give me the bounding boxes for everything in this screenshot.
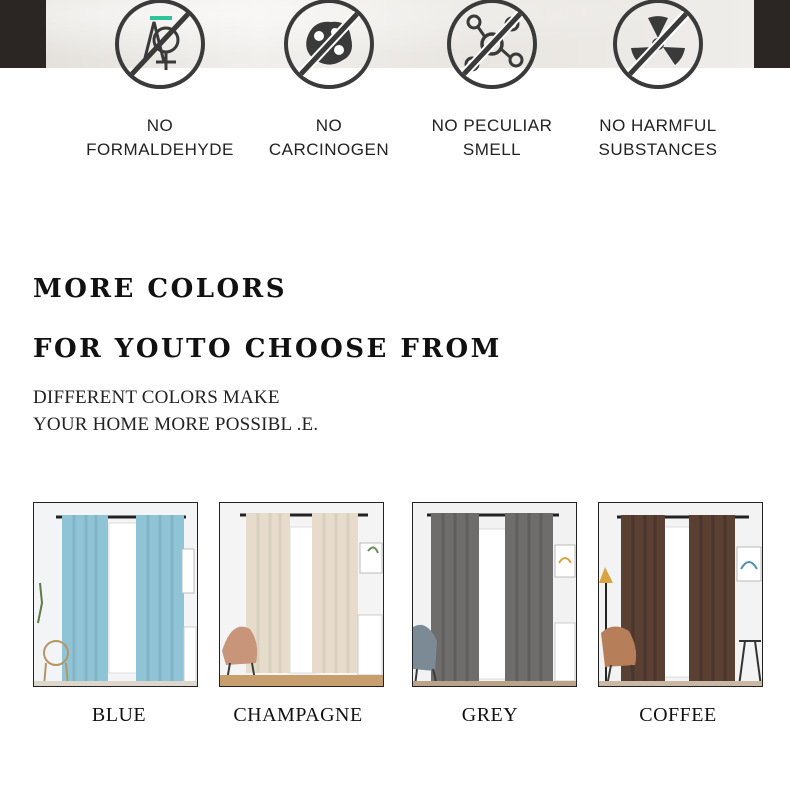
subheading-line-2: YOUR HOME MORE POSSIBL .E. <box>33 414 319 435</box>
color-name-champagne: CHAMPAGNE <box>233 704 363 726</box>
curtain-photo-grey <box>413 503 576 686</box>
subheading <box>33 384 318 438</box>
color-name-coffee: COFFEE <box>639 704 717 726</box>
feature-label: NO PECULIAR SMELL <box>431 116 553 159</box>
heading-more-colors: MORE COLORS <box>33 274 288 304</box>
curtain-photo-blue <box>34 503 197 686</box>
no-carcinogen-icon <box>283 0 375 90</box>
curtain-photo-champagne <box>220 503 383 686</box>
feature-label: NO HARMFUL SUBSTANCES <box>598 116 718 159</box>
feature-label: NO FORMALDEHYDE <box>86 116 234 159</box>
color-name-grey: GREY <box>461 704 519 726</box>
no-peculiar-smell-icon <box>446 0 538 90</box>
no-formaldehyde-icon <box>114 0 206 90</box>
color-name-blue: BLUE <box>91 704 147 726</box>
feature-label: NO CARCINOGEN <box>268 116 390 159</box>
color-swatch-blue[interactable] <box>33 502 198 687</box>
color-swatch-grey[interactable] <box>412 502 577 687</box>
no-harmful-substances-icon <box>612 0 704 90</box>
banner-left-edge <box>0 0 46 68</box>
color-swatch-coffee[interactable] <box>598 502 763 687</box>
heading-choose-from: FOR YOUTO CHOOSE FROM <box>33 334 502 364</box>
subheading-line-1: DIFFERENT COLORS MAKE <box>33 387 280 408</box>
curtain-photo-coffee <box>599 503 762 686</box>
color-swatch-champagne[interactable] <box>219 502 384 687</box>
banner-right-edge <box>754 0 790 68</box>
